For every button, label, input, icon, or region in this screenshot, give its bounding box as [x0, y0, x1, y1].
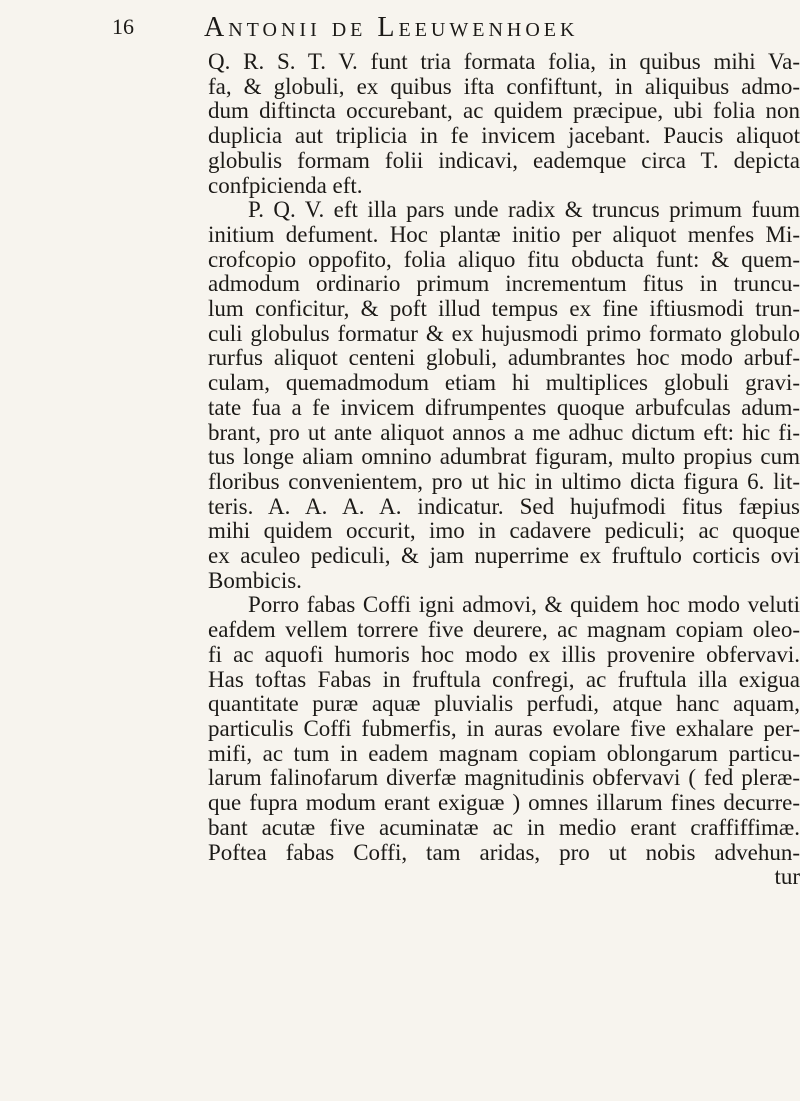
text-line: particulis Coffi fubmerfis, in auras evolare five exhalare per-	[208, 715, 800, 741]
text-line: Poftea fabas Coffi, tam aridas, pro ut nobis advehun-	[208, 839, 800, 865]
running-title: Antonii de Leeuwenhoek	[204, 12, 579, 43]
text-line: tate fua a fe invicem difrumpentes quoque arbufculas adum-	[208, 394, 800, 420]
text-line: Q. R. S. T. V. funt tria formata folia, in quibus mihi Va-	[208, 49, 800, 74]
running-head	[100, 6, 700, 46]
text-line: eafdem vellem torrere five deurere, ac magnam copiam oleo-	[208, 617, 800, 643]
text-line: confpicienda eft.	[208, 172, 363, 198]
text-line: dum diftincta occurebant, ac quidem præcipue, ubi folia non	[208, 98, 800, 124]
text-line: mifi, ac tum in eadem magnam copiam oblongarum particu-	[208, 740, 800, 766]
page-number: 16	[112, 14, 134, 39]
text-line: Has toftas Fabas in fruftula confregi, ac fruftula illa exigua	[208, 666, 800, 692]
text-line: culam, quemadmodum etiam hi multiplices globuli gravi-	[208, 370, 800, 396]
text-line: duplicia aut triplicia in fe invicem jacebant. Paucis aliquot	[208, 123, 800, 149]
text-line: fa, & globuli, ex quibus ifta confiftunt, in aliquibus admo-	[208, 73, 800, 99]
text-line: mihi quidem occurit, imo in cadavere pediculi; ac quoque	[208, 518, 800, 544]
body-text	[208, 50, 800, 890]
text-line: que fupra modum erant exiguæ ) omnes illarum fines decurre-	[208, 790, 800, 816]
catchword: tur	[774, 864, 800, 890]
text-line: culi globulus formatur & ex hujusmodi primo formato globulo	[208, 320, 800, 346]
text-line: bant acutæ five acuminatæ ac in medio erant craffiffimæ.	[208, 814, 800, 840]
text-line: rurfus aliquot centeni globuli, adumbrantes hoc modo arbuf-	[208, 345, 800, 371]
text-line: crofcopio oppofito, folia aliquo fitu obducta funt: & quem-	[208, 246, 800, 272]
text-line: larum falinofarum diverfæ magnitudinis obfervavi ( fed pleræ-	[208, 765, 800, 791]
text-line: globulis formam folii indicavi, eademque circa T. depicta	[208, 147, 800, 173]
text-line: floribus convenientem, pro ut hic in ultimo dicta figura 6. lit-	[208, 468, 800, 494]
text-line: P. Q. V. eft illa pars unde radix & truncus primum fuum	[248, 197, 800, 223]
text-line: ex aculeo pediculi, & jam nuperrime ex fruftulo corticis ovi	[208, 543, 800, 569]
text-line: lum conficitur, & poft illud tempus ex fine iftiusmodi trun-	[208, 296, 800, 322]
text-line: Bombicis.	[208, 567, 302, 593]
text-line: initium defument. Hoc plantæ initio per aliquot menfes Mi-	[208, 221, 800, 247]
text-line: tus longe aliam omnino adumbrat figuram, multo propius cum	[208, 444, 800, 470]
text-line: admodum ordinario primum incrementum fitus in truncu-	[208, 271, 800, 297]
text-line: fi ac aquofi humoris hoc modo ex illis provenire obfervavi.	[208, 641, 800, 667]
text-line: Porro fabas Coffi igni admovi, & quidem hoc modo veluti	[248, 592, 800, 618]
text-line: teris. A. A. A. A. indicatur. Sed hujufmodi fitus fæpius	[208, 493, 800, 519]
text-line: brant, pro ut ante aliquot annos a me adhuc dictum eft: hic fi-	[208, 419, 800, 445]
text-line: quantitate puræ aquæ pluvialis perfudi, atque hanc aquam,	[208, 691, 800, 717]
